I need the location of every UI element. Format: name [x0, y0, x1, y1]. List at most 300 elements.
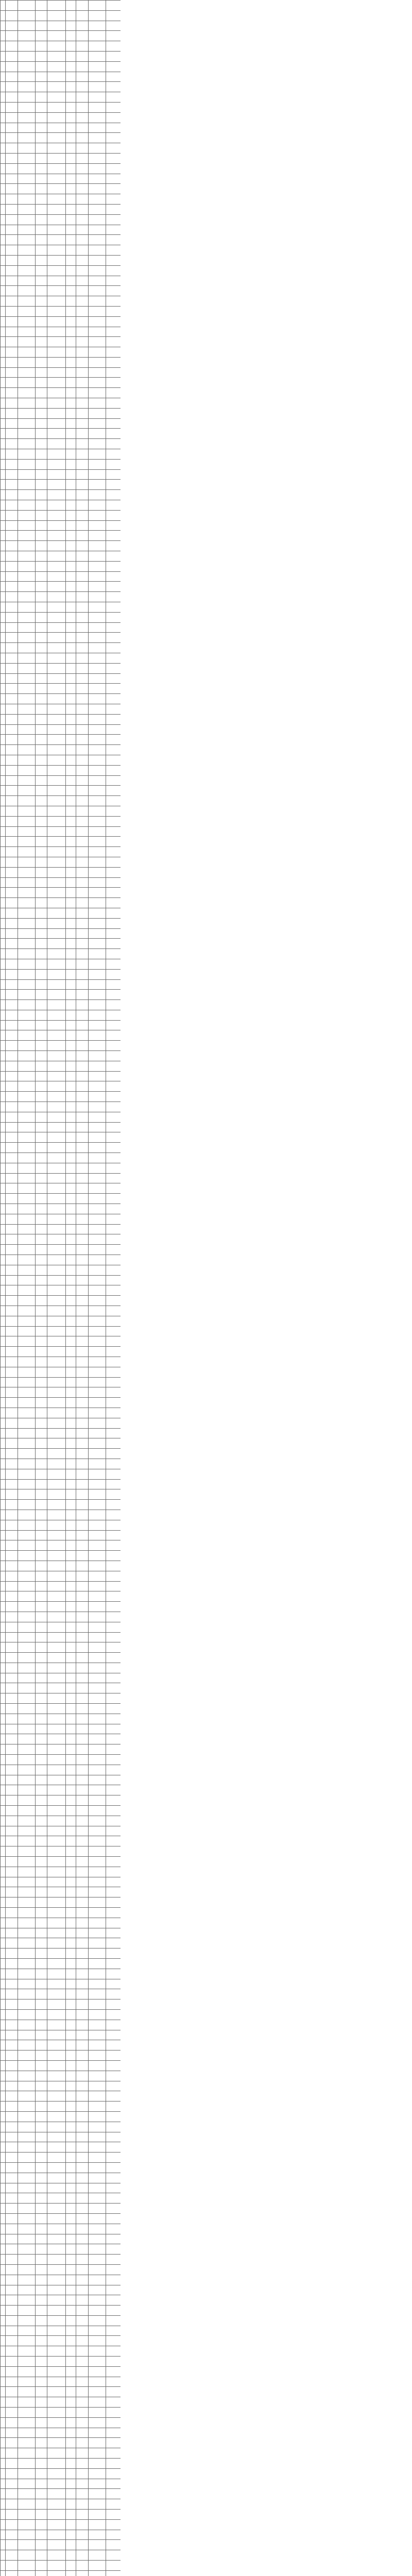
table-cell-district — [6, 2153, 18, 2163]
table-cell-name — [36, 1897, 47, 1908]
table-row — [1, 602, 121, 613]
table-cell-date — [66, 2295, 76, 2306]
table-cell-blank — [89, 1622, 106, 1632]
table-cell-name — [36, 1438, 47, 1449]
table-cell-name — [36, 2213, 47, 2224]
table-cell-unit — [18, 1153, 36, 1163]
table-cell-name — [36, 602, 47, 613]
table-cell-category — [47, 1285, 66, 1296]
table-cell-district — [6, 1255, 18, 1265]
table-cell-unit — [18, 531, 36, 541]
table-cell-date — [66, 1857, 76, 1867]
table-cell-blank — [89, 612, 106, 622]
table-cell-district — [6, 1867, 18, 1877]
table-cell-number — [76, 449, 89, 460]
table-cell-district — [6, 908, 18, 918]
table-cell-number — [76, 2499, 89, 2510]
table-cell-name — [36, 622, 47, 633]
table-cell-index — [1, 459, 6, 469]
table-cell-blank — [89, 2234, 106, 2244]
table-cell-date — [66, 1551, 76, 1561]
table-cell-status — [106, 2264, 121, 2275]
table-cell-date — [66, 1561, 76, 1571]
table-cell-date — [66, 1265, 76, 1275]
table-cell-date — [66, 235, 76, 245]
table-cell-index — [1, 2102, 6, 2112]
table-cell-number — [76, 1979, 89, 1989]
table-cell-name — [36, 2122, 47, 2132]
table-cell-date — [66, 2387, 76, 2397]
table-cell-name — [36, 480, 47, 490]
table-cell-district — [6, 2213, 18, 2224]
table-row — [1, 1755, 121, 1765]
table-cell-unit — [18, 51, 36, 61]
table-cell-district — [6, 1673, 18, 1683]
table-row — [1, 1194, 121, 1204]
table-cell-category — [47, 2224, 66, 2234]
table-cell-status — [106, 286, 121, 296]
table-cell-district — [6, 398, 18, 409]
table-cell-blank — [89, 2387, 106, 2397]
table-cell-date — [66, 439, 76, 449]
table-cell-district — [6, 1744, 18, 1755]
table-cell-unit — [18, 2030, 36, 2040]
table-cell-index — [1, 347, 6, 358]
table-cell-unit — [18, 1693, 36, 1704]
table-cell-category — [47, 1275, 66, 1285]
table-cell-status — [106, 1602, 121, 1612]
table-cell-district — [6, 61, 18, 72]
table-cell-district — [6, 1438, 18, 1449]
table-cell-blank — [89, 1296, 106, 1306]
table-cell-district — [6, 796, 18, 806]
table-cell-category — [47, 490, 66, 500]
table-cell-category — [47, 92, 66, 103]
table-cell-unit — [18, 1041, 36, 1051]
table-cell-district — [6, 1296, 18, 1306]
table-cell-district — [6, 949, 18, 959]
table-row — [1, 1122, 121, 1132]
table-cell-name — [36, 2479, 47, 2489]
table-cell-name — [36, 2224, 47, 2234]
table-cell-blank — [89, 959, 106, 969]
table-cell-status — [106, 867, 121, 877]
table-row — [1, 204, 121, 214]
table-cell-category — [47, 1500, 66, 1510]
table-cell-index — [1, 857, 6, 867]
table-cell-number — [76, 194, 89, 205]
table-cell-status — [106, 1744, 121, 1755]
table-cell-index — [1, 204, 6, 214]
table-cell-name — [36, 82, 47, 92]
table-cell-district — [6, 265, 18, 276]
table-cell-blank — [89, 51, 106, 61]
table-cell-number — [76, 1010, 89, 1020]
table-cell-index — [1, 1561, 6, 1571]
table-cell-number — [76, 1398, 89, 1408]
table-cell-date — [66, 826, 76, 837]
table-cell-index — [1, 582, 6, 592]
table-cell-status — [106, 1969, 121, 1979]
table-cell-unit — [18, 1326, 36, 1336]
table-cell-date — [66, 2499, 76, 2510]
table-cell-name — [36, 592, 47, 602]
table-cell-category — [47, 357, 66, 367]
table-cell-number — [76, 612, 89, 622]
table-cell-category — [47, 1377, 66, 1387]
table-cell-blank — [89, 255, 106, 265]
table-cell-unit — [18, 1734, 36, 1744]
table-cell-blank — [89, 1081, 106, 1092]
table-cell-status — [106, 1938, 121, 1948]
table-row — [1, 1510, 121, 1520]
table-row — [1, 1918, 121, 1928]
table-row — [1, 867, 121, 877]
table-cell-index — [1, 184, 6, 194]
table-cell-district — [6, 357, 18, 367]
table-cell-blank — [89, 969, 106, 979]
table-cell-number — [76, 806, 89, 816]
table-cell-status — [106, 1143, 121, 1153]
table-cell-index — [1, 163, 6, 174]
table-cell-status — [106, 2417, 121, 2428]
table-cell-blank — [89, 2428, 106, 2438]
table-cell-district — [6, 1449, 18, 1459]
table-row — [1, 2132, 121, 2142]
table-cell-index — [1, 480, 6, 490]
table-cell-district — [6, 174, 18, 184]
table-cell-name — [36, 2397, 47, 2408]
table-cell-category — [47, 2428, 66, 2438]
table-cell-number — [76, 153, 89, 163]
table-cell-blank — [89, 1102, 106, 1112]
table-row — [1, 2060, 121, 2071]
table-cell-status — [106, 1061, 121, 1071]
table-row — [1, 1051, 121, 1061]
table-cell-name — [36, 796, 47, 806]
table-cell-name — [36, 1918, 47, 1928]
table-cell-number — [76, 2448, 89, 2459]
table-cell-number — [76, 939, 89, 949]
table-cell-district — [6, 92, 18, 103]
table-cell-date — [66, 1306, 76, 1316]
table-row — [1, 163, 121, 174]
table-cell-unit — [18, 908, 36, 918]
table-cell-number — [76, 724, 89, 735]
table-cell-index — [1, 1051, 6, 1061]
table-cell-index — [1, 918, 6, 928]
table-cell-blank — [89, 561, 106, 571]
table-cell-category — [47, 1326, 66, 1336]
table-cell-date — [66, 143, 76, 154]
table-cell-date — [66, 796, 76, 806]
table-cell-number — [76, 2417, 89, 2428]
table-cell-number — [76, 1612, 89, 1622]
table-cell-unit — [18, 2510, 36, 2520]
table-cell-number — [76, 1704, 89, 1714]
table-cell-number — [76, 2173, 89, 2183]
table-cell-unit — [18, 265, 36, 276]
table-cell-name — [36, 1163, 47, 1173]
data-table — [0, 0, 121, 2576]
table-cell-unit — [18, 2570, 36, 2576]
table-cell-unit — [18, 571, 36, 582]
table-cell-index — [1, 2091, 6, 2102]
table-row — [1, 1765, 121, 1775]
table-cell-index — [1, 1438, 6, 1449]
table-cell-name — [36, 1285, 47, 1296]
table-cell-status — [106, 592, 121, 602]
table-cell-number — [76, 582, 89, 592]
table-cell-date — [66, 1765, 76, 1775]
table-cell-blank — [89, 143, 106, 154]
table-cell-number — [76, 1377, 89, 1387]
table-cell-number — [76, 51, 89, 61]
table-cell-date — [66, 592, 76, 602]
table-cell-status — [106, 1989, 121, 1999]
table-cell-unit — [18, 510, 36, 520]
table-cell-date — [66, 1632, 76, 1642]
table-cell-name — [36, 1132, 47, 1143]
table-cell-name — [36, 1408, 47, 1418]
table-cell-blank — [89, 908, 106, 918]
table-cell-date — [66, 990, 76, 1000]
table-cell-district — [6, 765, 18, 775]
table-cell-status — [106, 1449, 121, 1459]
table-cell-number — [76, 2275, 89, 2285]
table-cell-name — [36, 2193, 47, 2204]
table-cell-name — [36, 2050, 47, 2061]
table-cell-unit — [18, 724, 36, 735]
table-cell-district — [6, 184, 18, 194]
table-cell-status — [106, 2081, 121, 2091]
table-cell-district — [6, 724, 18, 735]
table-cell-index — [1, 1581, 6, 1591]
table-cell-unit — [18, 1398, 36, 1408]
table-cell-district — [6, 1081, 18, 1092]
table-cell-date — [66, 2102, 76, 2112]
table-cell-blank — [89, 1051, 106, 1061]
table-row — [1, 1908, 121, 1918]
table-cell-number — [76, 408, 89, 418]
table-cell-number — [76, 2489, 89, 2499]
table-row — [1, 939, 121, 949]
table-cell-status — [106, 2142, 121, 2153]
table-cell-index — [1, 928, 6, 939]
table-cell-index — [1, 276, 6, 286]
table-row — [1, 1653, 121, 1663]
table-cell-index — [1, 1204, 6, 1214]
table-cell-blank — [89, 1673, 106, 1683]
table-cell-status — [106, 41, 121, 52]
table-cell-name — [36, 2040, 47, 2050]
table-cell-status — [106, 82, 121, 92]
table-cell-index — [1, 2204, 6, 2214]
table-cell-category — [47, 928, 66, 939]
table-cell-unit — [18, 204, 36, 214]
table-row — [1, 1724, 121, 1734]
table-row — [1, 418, 121, 429]
table-cell-name — [36, 510, 47, 520]
table-cell-unit — [18, 2387, 36, 2397]
table-row — [1, 1367, 121, 1377]
table-cell-district — [6, 2111, 18, 2122]
table-cell-name — [36, 1245, 47, 1255]
table-cell-index — [1, 1816, 6, 1826]
table-cell-category — [47, 622, 66, 633]
table-cell-district — [6, 2417, 18, 2428]
table-cell-category — [47, 877, 66, 888]
table-cell-date — [66, 1714, 76, 1724]
table-row — [1, 2162, 121, 2173]
table-cell-unit — [18, 643, 36, 653]
table-cell-blank — [89, 112, 106, 123]
table-cell-category — [47, 1632, 66, 1642]
table-cell-category — [47, 2183, 66, 2193]
table-cell-blank — [89, 1734, 106, 1744]
table-cell-number — [76, 2540, 89, 2550]
table-scroll-region[interactable] — [0, 0, 121, 2576]
table-cell-status — [106, 2448, 121, 2459]
table-cell-name — [36, 765, 47, 775]
table-cell-date — [66, 10, 76, 21]
table-cell-unit — [18, 918, 36, 928]
table-cell-number — [76, 490, 89, 500]
table-cell-name — [36, 969, 47, 979]
table-cell-status — [106, 1836, 121, 1846]
table-cell-status — [106, 1489, 121, 1500]
table-cell-name — [36, 1469, 47, 1479]
table-cell-date — [66, 1642, 76, 1653]
table-cell-status — [106, 1347, 121, 1357]
table-row — [1, 663, 121, 673]
table-cell-unit — [18, 1408, 36, 1418]
table-cell-unit — [18, 1020, 36, 1030]
table-cell-number — [76, 1408, 89, 1418]
table-cell-name — [36, 469, 47, 480]
table-cell-status — [106, 837, 121, 847]
table-cell-blank — [89, 2408, 106, 2418]
table-row — [1, 1806, 121, 1816]
table-row — [1, 684, 121, 694]
table-cell-index — [1, 1041, 6, 1051]
table-row — [1, 1041, 121, 1051]
table-cell-district — [6, 133, 18, 143]
table-cell-blank — [89, 592, 106, 602]
table-cell-blank — [89, 1377, 106, 1387]
table-cell-category — [47, 1989, 66, 1999]
table-cell-status — [106, 92, 121, 103]
table-cell-category — [47, 1112, 66, 1122]
table-cell-category — [47, 2193, 66, 2204]
table-cell-date — [66, 1663, 76, 1673]
table-cell-category — [47, 1347, 66, 1357]
table-cell-date — [66, 1816, 76, 1826]
table-cell-name — [36, 1347, 47, 1357]
table-row — [1, 786, 121, 796]
table-cell-district — [6, 806, 18, 816]
table-cell-date — [66, 1132, 76, 1143]
table-cell-number — [76, 1265, 89, 1275]
table-cell-status — [106, 918, 121, 928]
table-cell-number — [76, 2255, 89, 2265]
table-cell-number — [76, 1204, 89, 1214]
table-cell-date — [66, 1081, 76, 1092]
table-cell-district — [6, 1795, 18, 1806]
table-cell-blank — [89, 1367, 106, 1377]
table-cell-name — [36, 959, 47, 969]
table-cell-status — [106, 1265, 121, 1275]
table-cell-blank — [89, 1775, 106, 1785]
table-cell-name — [36, 1081, 47, 1092]
table-cell-blank — [89, 1653, 106, 1663]
table-cell-name — [36, 2153, 47, 2163]
table-cell-status — [106, 2071, 121, 2081]
table-cell-number — [76, 1622, 89, 1632]
table-cell-number — [76, 2193, 89, 2204]
table-cell-blank — [89, 1632, 106, 1642]
table-cell-category — [47, 2499, 66, 2510]
table-cell-status — [106, 1285, 121, 1296]
table-cell-number — [76, 286, 89, 296]
table-cell-district — [6, 225, 18, 235]
table-cell-blank — [89, 939, 106, 949]
table-cell-blank — [89, 2489, 106, 2499]
table-cell-name — [36, 1959, 47, 1969]
table-cell-name — [36, 1775, 47, 1785]
table-cell-name — [36, 1530, 47, 1540]
table-cell-category — [47, 1122, 66, 1132]
table-cell-district — [6, 1173, 18, 1183]
table-cell-unit — [18, 1520, 36, 1530]
table-cell-number — [76, 602, 89, 613]
table-cell-index — [1, 643, 6, 653]
table-cell-date — [66, 449, 76, 460]
table-row — [1, 633, 121, 643]
table-cell-name — [36, 612, 47, 622]
table-cell-name — [36, 347, 47, 358]
table-cell-name — [36, 112, 47, 123]
table-cell-date — [66, 1908, 76, 1918]
table-cell-number — [76, 1326, 89, 1336]
table-cell-unit — [18, 1714, 36, 1724]
table-cell-name — [36, 1561, 47, 1571]
table-cell-number — [76, 2550, 89, 2561]
table-cell-category — [47, 949, 66, 959]
table-cell-unit — [18, 1173, 36, 1183]
table-cell-unit — [18, 2295, 36, 2306]
table-cell-number — [76, 2479, 89, 2489]
table-cell-blank — [89, 1, 106, 11]
table-cell-category — [47, 1296, 66, 1306]
table-cell-blank — [89, 2050, 106, 2061]
table-cell-status — [106, 2050, 121, 2061]
table-cell-blank — [89, 2244, 106, 2255]
table-cell-index — [1, 2448, 6, 2459]
table-cell-category — [47, 276, 66, 286]
table-cell-district — [6, 1418, 18, 1428]
table-cell-date — [66, 2540, 76, 2550]
table-cell-unit — [18, 786, 36, 796]
table-row — [1, 1398, 121, 1408]
table-cell-district — [6, 684, 18, 694]
table-cell-district — [6, 1285, 18, 1296]
table-cell-date — [66, 520, 76, 531]
table-cell-number — [76, 1632, 89, 1642]
table-cell-status — [106, 2540, 121, 2550]
table-cell-blank — [89, 1530, 106, 1540]
table-cell-number — [76, 1347, 89, 1357]
